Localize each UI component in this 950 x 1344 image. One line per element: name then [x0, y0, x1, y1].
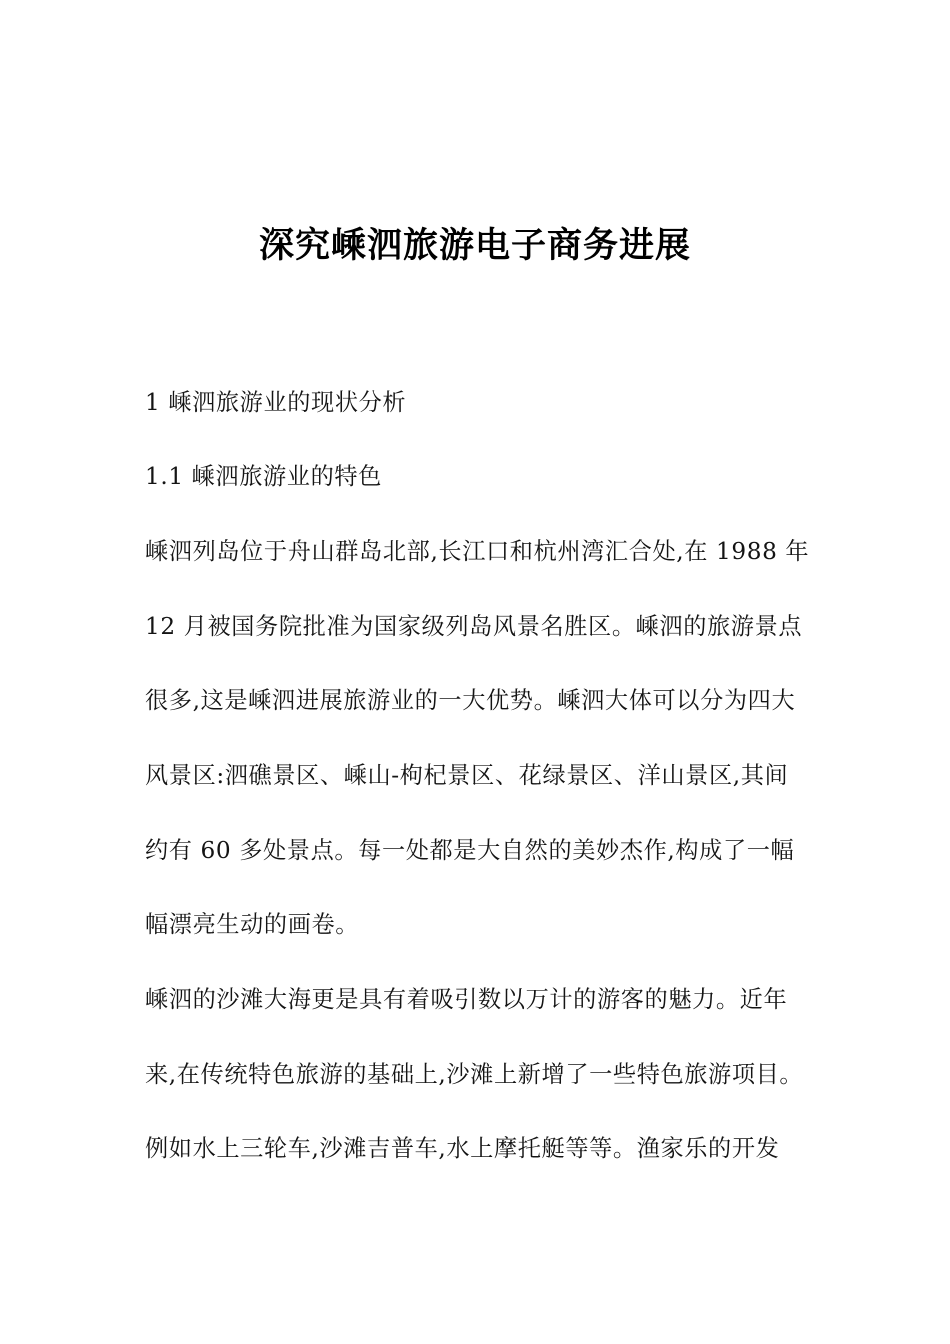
paragraph-line: 嵊泗的沙滩大海更是具有着吸引数以万计的游客的魅力。近年	[145, 986, 788, 1013]
paragraph-line: 来,在传统特色旅游的基础上,沙滩上新增了一些特色旅游项目。	[145, 1061, 804, 1088]
subsection-heading: 1.1 嵊泗旅游业的特色	[145, 463, 382, 490]
paragraph-line: 约有 60 多处景点。每一处都是大自然的美妙杰作,构成了一幅	[145, 837, 795, 864]
paragraph-line: 例如水上三轮车,沙滩吉普车,水上摩托艇等等。渔家乐的开发	[145, 1135, 780, 1162]
section-heading: 1 嵊泗旅游业的现状分析	[145, 389, 407, 416]
document-title: 深究嵊泗旅游电子商务进展	[258, 226, 691, 266]
paragraph-line: 嵊泗列岛位于舟山群岛北部,长江口和杭州湾汇合处,在 1988 年	[145, 538, 810, 565]
paragraph-line: 风景区:泗礁景区、嵊山-枸杞景区、花绿景区、洋山景区,其间	[145, 762, 789, 789]
paragraph-line: 很多,这是嵊泗进展旅游业的一大优势。嵊泗大体可以分为四大	[145, 687, 796, 714]
paragraph-line: 幅漂亮生动的画卷。	[145, 911, 360, 938]
paragraph-line: 12 月被国务院批准为国家级列岛风景名胜区。嵊泗的旅游景点	[145, 613, 803, 640]
